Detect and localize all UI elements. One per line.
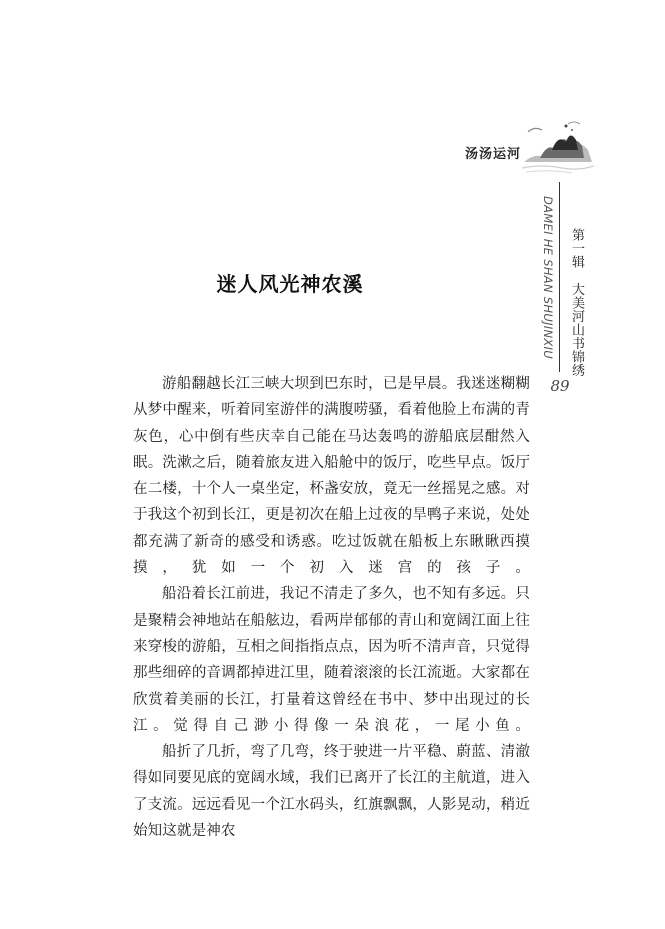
series-part: 第一辑 [569, 228, 584, 269]
ink-landscape-illustration [522, 118, 594, 176]
paragraph: 船沿着长江前进，我记不清走了多久，也不知有多远。只是聚精会神地站在船舷边，看两岸郁郁的青山和宽阔江面上往来穿梭的游船，互相之间指指点点，因为听不清声音，只觉得那些细碎的音调都掉进江里，随着滚滚的长江流逝。大家都在欣赏着美丽的长江，打量着这曾经在书中、梦中出现过的长江。觉得自己渺小得像一朵浪花，一尾小鱼。 [133, 586, 530, 734]
section-title: 汤汤运河 [465, 147, 522, 162]
paragraph: 游船翻越长江三峡大坝到巴东时，已是早晨。我迷迷糊糊从梦中醒来，听着同室游伴的满腹唠骚，看着他脸上布满的青灰色，心中倒有些庆幸自己能在马达轰鸣的游船底层酣然入眠。洗漱之后，随着旅友进入船舱中的饭厅，吃些早点。饭厅在二楼，十个人一桌坐定，杯盏安放，竟无一丝摇晃之感。对于我这个初到长江，更是初次在船上过夜的旱鸭子来说，处处都充满了新奇的感受和诱惑。吃过饭就在船板上东瞅瞅西摸摸，犹如一个初入迷宫的孩子。 [133, 376, 530, 577]
paragraph: 船折了几折，弯了几弯，终于驶进一片平稳、蔚蓝、清澈得如同要见底的宽阔水域，我们已离开了长江的主航道，进入了支流。远远看见一个江水码头，红旗飘飘，人影晃动，稍近始知这就是神农 [133, 744, 530, 840]
page-number: 89 [550, 377, 570, 395]
series-name: 大美河山书锦绣 [569, 282, 584, 377]
series-roman-title: DAMEI HE SHAN SHUJINXIU [541, 196, 555, 359]
article-body [133, 371, 530, 844]
series-label [564, 228, 584, 377]
article-title: 迷人风光神农溪 [216, 272, 364, 296]
header-divider-line [559, 182, 560, 372]
